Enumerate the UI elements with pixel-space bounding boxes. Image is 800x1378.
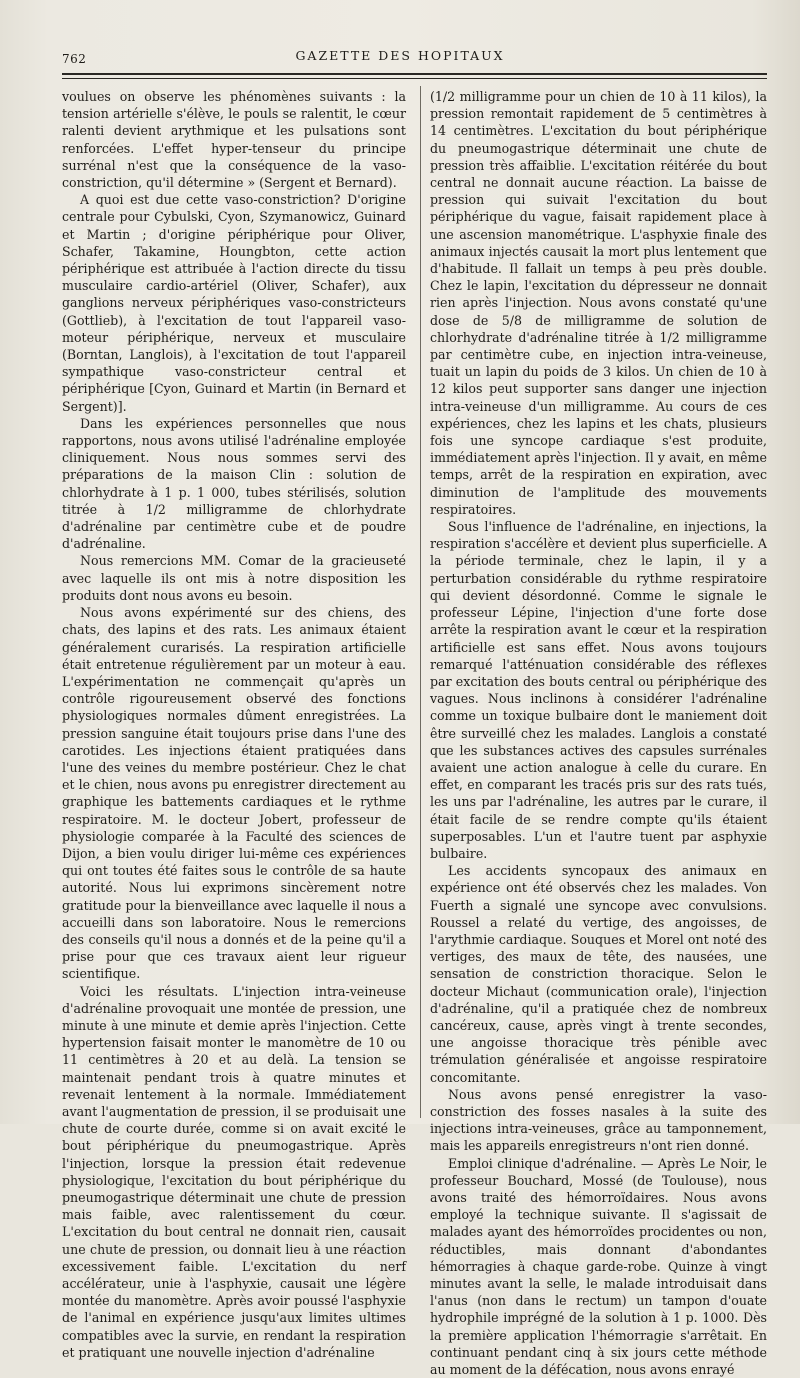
right-column	[430, 88, 767, 1378]
column-divider	[420, 86, 421, 1118]
paragraph: Les accidents syncopaux des animaux en expérience ont été observés chez les malades. Von Fuerth a signalé une syncope avec convulsions. Roussel a relaté du vertige, des angoisses, de l'arythmie cardiaque. Souques et Morel ont noté des vertiges, des maux de tête, des nausées, une sensation de constriction thoracique. Selon le docteur Michaut (communication orale), l'injection d'adrénaline, qu'il a pratiquée chez de nombreux cancéreux, cause, après vingt à trente secondes, une angoisse thoracique très pénible avec trémulation généralisée et angoisse respiratoire concomitante.	[430, 863, 767, 1085]
paragraph: Nous remercions MM. Comar de la gracieuseté avec laquelle ils ont mis à notre disposition les produits dont nous avons eu besoin.	[62, 553, 406, 603]
paragraph: (1/2 milligramme pour un chien de 10 à 11 kilos), la pression remontait rapidement de 5 centimètres à 14 centimètres. L'excitation du bout périphérique du pneumogastrique déterminait une chute de pression très affaiblie. L'excitation réitérée du bout central ne donnait aucune réaction. La baisse de pression qui suivait l'excitation du bout périphérique du vague, faisait rapidement place à une ascension manométrique. L'asphyxie finale des animaux injectés causait la mort plus lentement que d'habitude. Il fallait un temps à peu près double. Chez le lapin, l'excitation du dépresseur ne donnait rien après l'injection. Nous avons constaté qu'une dose de 5/8 de milligramme de solution de chlorhydrate d'adrénaline titrée à 1/2 milligramme par centimètre cube, en injection intra-veineuse, tuait un lapin du poids de 3 kilos. Un chien de 10 à 12 kilos peut supporter sans danger une injection intra-veineuse d'un milligramme. Au cours de ces expériences, chez les lapins et les chats, plusieurs fois une syncope cardiaque s'est produite, immédiatement après l'injection. Il y avait, en même temps, arrêt de la respiration en expiration, avec diminution de l'amplitude des mouvements respiratoires.	[430, 89, 767, 517]
header-rule-thin	[62, 78, 767, 79]
paragraph: Dans les expériences personnelles que nous rapportons, nous avons utilisé l'adrénaline employée cliniquement. Nous nous sommes servi des préparations de la maison Clin : solution de chlorhydrate à 1 p. 1 000, tubes stérilisés, solution titrée à 1/2 milligramme de chlorhydrate d'adrénaline par centimètre cube et de poudre d'adrénaline.	[62, 415, 406, 552]
page-number: 762	[62, 52, 87, 66]
paragraph: Sous l'influence de l'adrénaline, en injections, la respiration s'accélère et devient plus superficielle. A la période terminale, chez le lapin, il y a perturbation considérable du rythme respiratoire qui devient désordonné. Comme le signale le professeur Lépine, l'injection d'une forte dose arrête la respiration avant le cœur et la respiration artificielle est sans effet. Nous avons toujours remarqué l'atténuation considérable des réflexes par excitation des bouts central ou périphérique des vagues. Nous inclinons à considérer l'adrénaline comme un toxique bulbaire dont le maniement doit être surveillé chez les malades. Langlois a constaté que les substances actives des capsules surrénales avaient une action analogue à celle du curare. En effet, en comparant les tracés pris sur des rats tués, les uns par l'adrénaline, les autres par le curare, il était facile de se rendre compte qu'ils étaient superposables. L'un et l'autre tuent par asphyxie bulbaire.	[430, 519, 767, 861]
paragraph: Voici les résultats. L'injection intra-veineuse d'adrénaline provoquait une montée de pression, une minute à une minute et demie après l'injection. Cette hypertension faisait monter le manomètre de 10 ou 11 centimètres à 20 et au delà. La tension se maintenait pendant trois à quatre minutes et revenait lentement à la normale. Immédiatement avant l'augmentation de pression, il se produisait une chute de courte durée, comme si on avait excité le bout périphérique du pneumogastrique. Après l'injection, lorsque la pression était redevenue physiologique, l'excitation du bout périphérique du pneumogastrique déterminait une chute de pression mais faible, avec ralentissement du cœur. L'excitation du bout central ne donnait rien, causait une chute de pression, ou donnait lieu à une réaction excessivement faible. L'excitation du nerf accélérateur, unie à l'asphyxie, causait une légère montée du manomètre. Après avoir poussé l'asphyxie de l'animal en expérience jusqu'aux limites ultimes compatibles avec la survie, en rendant la respiration et pratiquant une nouvelle injection d'adrénaline	[62, 983, 406, 1360]
paragraph: Nous avons pensé enregistrer la vaso-constriction des fosses nasales à la suite des injections intra-veineuses, grâce au tamponnement, mais les appareils enregistreurs n'ont rien donné.	[430, 1086, 767, 1154]
paragraph: Emploi clinique d'adrénaline. — Après Le Noir, le professeur Bouchard, Mossé (de Toulouse), nous avons traité des hémorroïdaires. Nous avons employé la technique suivante. Il s'agissait de malades ayant des hémorroïdes procidentes ou non, réductibles, mais donnant d'abondantes hémorragies à chaque garde-robe. Quinze à vingt minutes avant la selle, le malade introduisait dans l'anus (non dans le rectum) un tampon d'ouate hydrophile imprégné de la solution à 1 p. 1000. Dès la première application l'hémorragie s'arrêtait. En continuant pendant cinq à six jours cette méthode au moment de la défécation, nous avons enrayé	[430, 1155, 767, 1378]
running-head: GAZETTE DES HOPITAUX	[295, 48, 505, 63]
left-column	[62, 88, 406, 1361]
paragraph: Nous avons expérimenté sur des chiens, des chats, des lapins et des rats. Les animaux étaient généralement curarisés. La respiration artificielle était entretenue régulièrement par un moteur à eau. L'expérimentation ne commençait qu'après un contrôle rigoureusement observé des fonctions physiologiques normales dûment enregistrées. La pression sanguine était toujours prise dans l'une des carotides. Les injections étaient pratiquées dans l'une des veines du membre postérieur. Chez le chat et le chien, nous avons pu enregistrer directement au graphique les battements cardiaques et le rythme respiratoire. M. le docteur Jobert, professeur de physiologie comparée à la Faculté des sciences de Dijon, a bien voulu diriger lui-même ces expériences qui ont toutes été faites sous le contrôle de sa haute autorité. Nous lui exprimons sincèrement notre gratitude pour la bienveillance avec laquelle il nous a accueilli dans son laboratoire. Nous le remercions des conseils qu'il nous a donnés et de la peine qu'il a prise pour que ces travaux aient leur rigueur scientifique.	[62, 605, 406, 982]
paragraph: voulues on observe les phénomènes suivants : la tension artérielle s'élève, le pouls se ralentit, le cœur ralenti devient arythmique et les pulsations sont renforcées. L'effet hyper-tenseur du principe surrénal n'est que la conséquence de la vaso-constriction, qu'il détermine » (Sergent et Bernard).	[62, 89, 406, 191]
paragraph: A quoi est due cette vaso-constriction? D'origine centrale pour Cybulski, Cyon, Szymanowicz, Guinard et Martin ; d'origine périphérique pour Oliver, Schafer, Takamine, Houngbton, cette action périphérique est attribuée à l'action directe du tissu musculaire cardio-artériel (Oliver, Schafer), aux ganglions nerveux périphériques vaso-constricteurs (Gottlieb), à l'excitation de tout l'appareil vaso-moteur périphérique, nerveux et musculaire (Borntan, Langlois), à l'excitation de tout l'appareil sympathique vaso-constricteur central et périphérique [Cyon, Guinard et Martin (in Bernard et Sergent)].	[62, 192, 406, 414]
header-rule	[62, 73, 767, 75]
